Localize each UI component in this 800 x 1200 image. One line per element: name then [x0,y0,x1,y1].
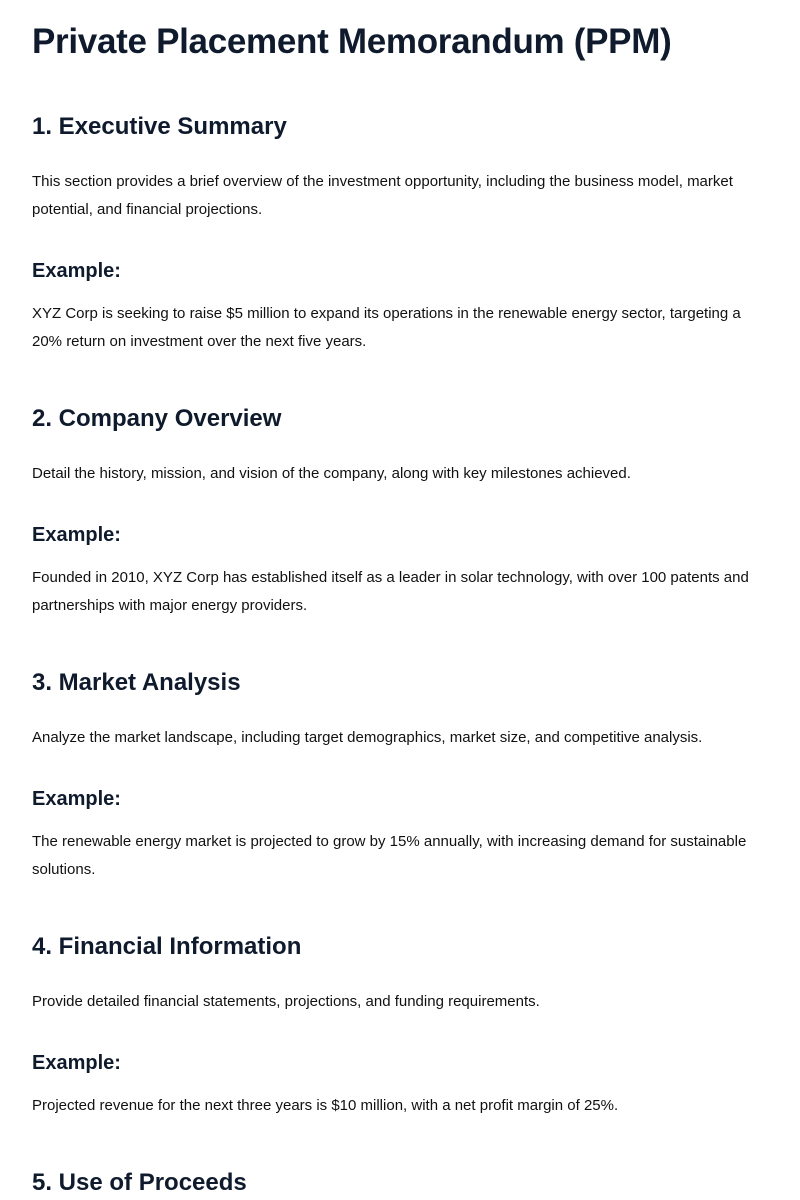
example-text-executive-summary: XYZ Corp is seeking to raise $5 million to expand its operations in the renewable energy sector, targeting a 20% return on investment over the next five years. [32,305,741,350]
section-description-financial-information: Provide detailed financial statements, projections, and funding requirements. [32,993,540,1010]
page-title: Private Placement Memorandum (PPM) [32,22,672,61]
example-heading-financial-information: Example: [32,1052,121,1074]
section-description-company-overview: Detail the history, mission, and vision of the company, along with key milestones achieved. [32,465,631,482]
example-heading-executive-summary: Example: [32,260,121,282]
section-heading-company-overview: 2. Company Overview [32,405,282,432]
section-heading-use-of-proceeds: 5. Use of Proceeds [32,1169,247,1196]
example-text-market-analysis: The renewable energy market is projected to grow by 15% annually, with increasing demand for sustainable solutions. [32,833,747,878]
section-description-market-analysis: Analyze the market landscape, including target demographics, market size, and competitive analysis. [32,729,703,746]
section-description-executive-summary: This section provides a brief overview of the investment opportunity, including the business model, market potential, and financial projections. [32,173,733,218]
section-heading-executive-summary: 1. Executive Summary [32,113,287,140]
section-heading-market-analysis: 3. Market Analysis [32,669,241,696]
example-text-financial-information: Projected revenue for the next three years is $10 million, with a net profit margin of 25%. [32,1097,619,1114]
example-heading-company-overview: Example: [32,524,121,546]
example-text-company-overview: Founded in 2010, XYZ Corp has established itself as a leader in solar technology, with over 100 patents and partnerships with major energy providers. [32,569,749,614]
section-heading-financial-information: 4. Financial Information [32,933,302,960]
example-heading-market-analysis: Example: [32,788,121,810]
